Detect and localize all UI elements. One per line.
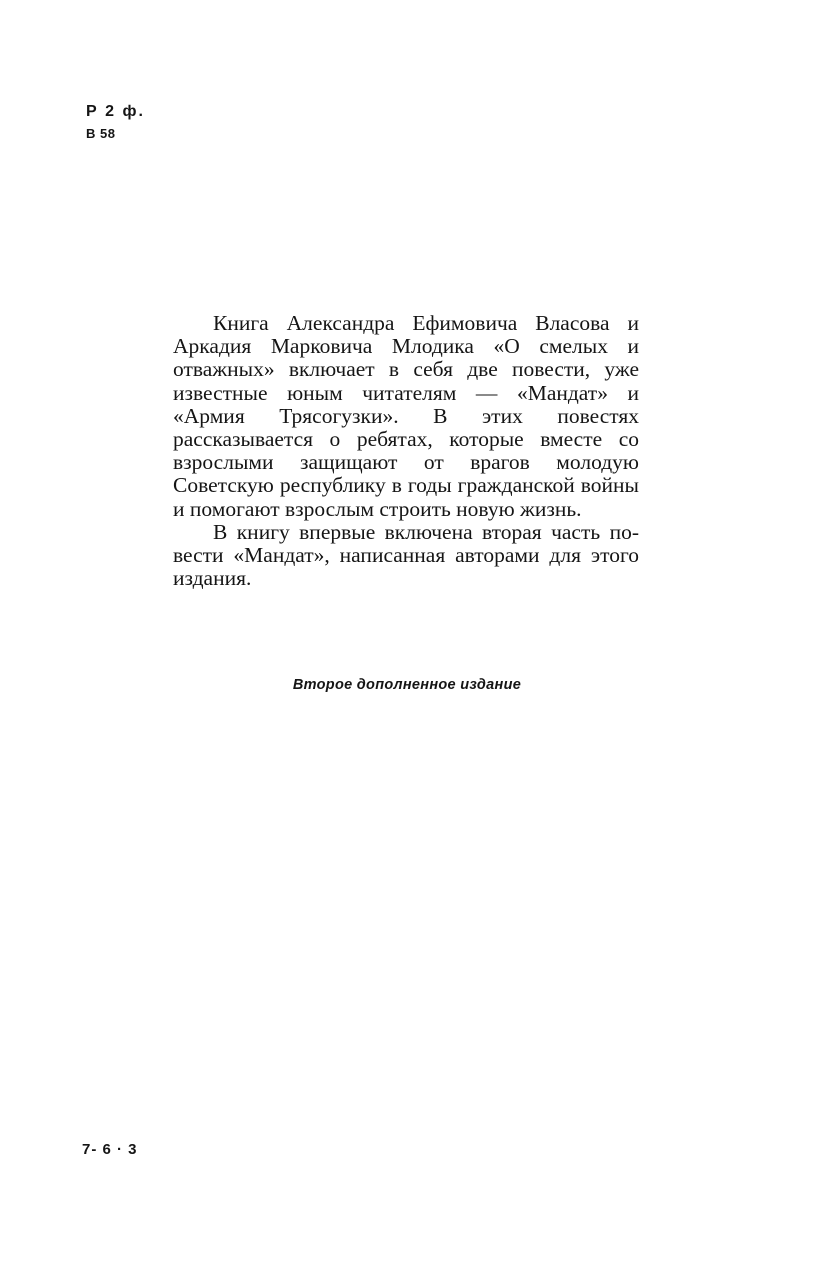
classification-code: Р 2 ф. — [86, 103, 145, 120]
annotation-paragraph: В книгу впервые включена вторая часть повести «Мандат», написанная авторами для этого издания. — [173, 519, 639, 591]
author-mark: В 58 — [86, 126, 116, 141]
annotation-paragraph: Книга Александра Ефимовича Власова и Аркадия Марковича Млодика «О смелых и отважных» включает в себя две повести, уже известные юным читателям — «Мандат» и «Армия Трясогузки». В этих повестях рассказывается о ребятах, которые вместе со взрослыми защищают от врагов молодую Советскую республику в годы гражданской войны и помогают взрослым строить новую жизнь. — [173, 311, 639, 521]
publisher-code: 7- 6 · 3 — [82, 1141, 138, 1158]
edition-note: Второе дополненное издание — [292, 677, 522, 693]
library-classification — [86, 101, 145, 145]
book-annotation — [173, 312, 639, 590]
